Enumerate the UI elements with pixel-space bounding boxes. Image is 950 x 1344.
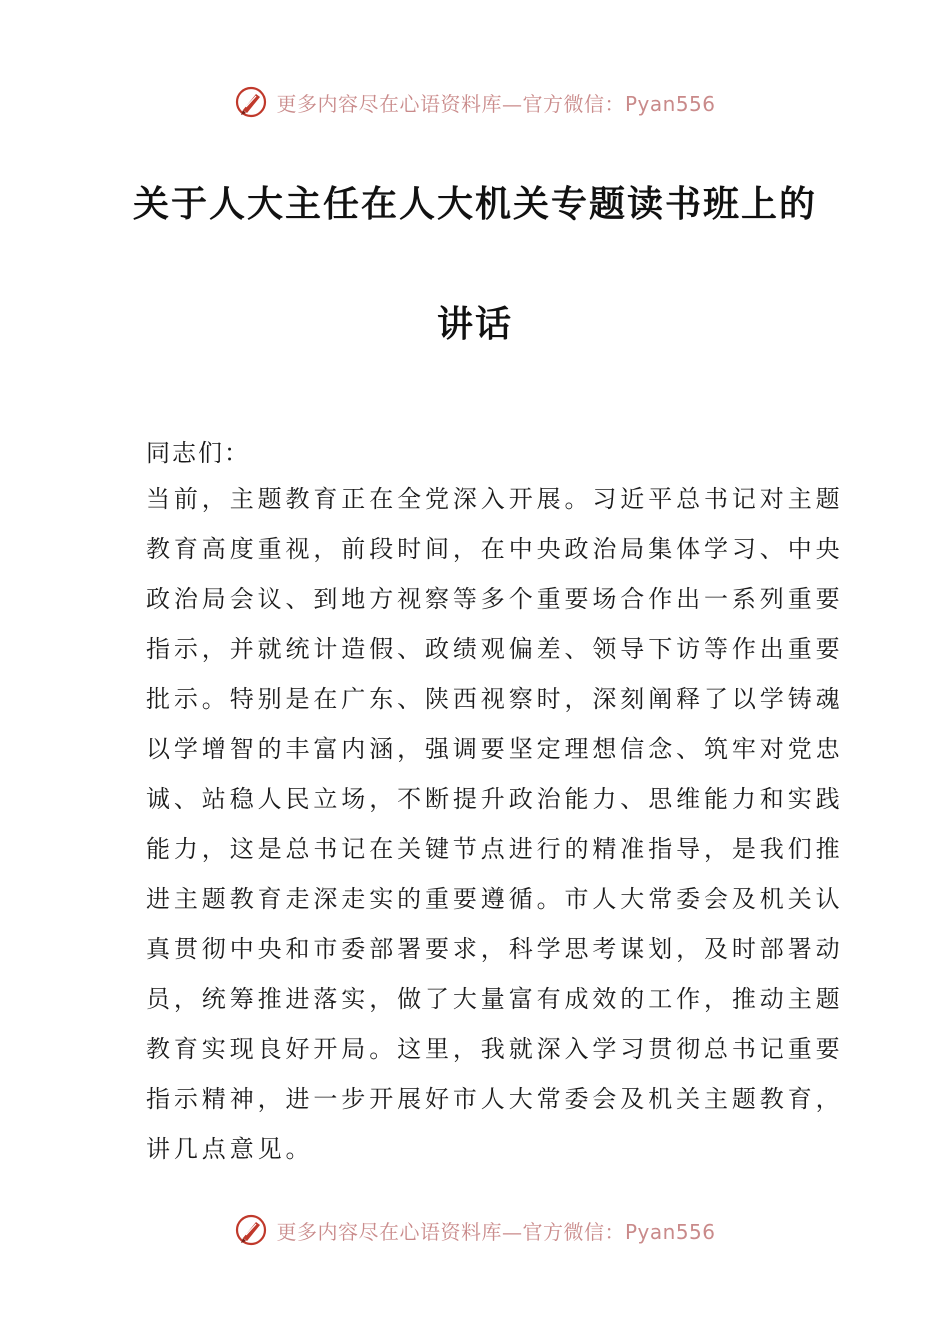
watermark-wechat-id: Pyan556 bbox=[624, 1219, 716, 1244]
document-title-line-1: 关于人大主任在人大机关专题读书班上的 bbox=[132, 184, 817, 225]
header-watermark-banner bbox=[0, 82, 950, 122]
body-line: 指示，并就统计造假、政绩观偏差、领导下访等作出重要 bbox=[146, 635, 844, 663]
body-line: 进主题教育走深走实的重要遵循。市人大常委会及机关认 bbox=[146, 885, 844, 913]
body-line: 当前，主题教育正在全党深入开展。习近平总书记对主题 bbox=[146, 485, 844, 513]
salutation: 同志们： bbox=[146, 439, 250, 467]
pen-nib-logo-icon bbox=[234, 85, 268, 119]
body-line: 政治局会议、到地方视察等多个重要场合作出一系列重要 bbox=[146, 585, 844, 613]
footer-watermark-banner bbox=[0, 1210, 950, 1250]
body-line: 教育实现良好开局。这里，我就深入学习贯彻总书记重要 bbox=[146, 1035, 844, 1063]
body-paragraph bbox=[146, 480, 844, 1180]
watermark-dash: — bbox=[501, 91, 523, 116]
body-line: 教育高度重视，前段时间，在中央政治局集体学习、中央 bbox=[146, 535, 844, 563]
body-line: 批示。特别是在广东、陕西视察时，深刻阐释了以学铸魂 bbox=[146, 685, 844, 713]
body-line: 以学增智的丰富内涵，强调要坚定理想信念、筑牢对党忠 bbox=[146, 735, 844, 763]
body-line: 员，统筹推进落实，做了大量富有成效的工作，推动主题 bbox=[146, 985, 844, 1013]
body-line: 指示精神，进一步开展好市人大常委会及机关主题教育， bbox=[146, 1085, 844, 1113]
body-line: 讲几点意见。 bbox=[146, 1135, 314, 1163]
body-line: 真贯彻中央和市委部署要求，科学思考谋划，及时部署动 bbox=[146, 935, 844, 963]
watermark-text bbox=[276, 1216, 715, 1245]
body-line: 诚、站稳人民立场，不断提升政治能力、思维能力和实践 bbox=[146, 785, 844, 813]
watermark-wechat-id: Pyan556 bbox=[624, 91, 716, 116]
watermark-brand: 更多内容尽在心语资料库 bbox=[276, 1219, 502, 1244]
watermark-wechat-label: 官方微信： bbox=[522, 91, 625, 116]
watermark-dash: — bbox=[501, 1219, 523, 1244]
watermark-text bbox=[276, 88, 715, 117]
body-line: 能力，这是总书记在关键节点进行的精准指导，是我们推 bbox=[146, 835, 844, 863]
watermark-wechat-label: 官方微信： bbox=[522, 1219, 625, 1244]
pen-nib-logo-icon bbox=[234, 1213, 268, 1247]
watermark-brand: 更多内容尽在心语资料库 bbox=[276, 91, 502, 116]
document-title-line-2: 讲话 bbox=[436, 304, 513, 345]
